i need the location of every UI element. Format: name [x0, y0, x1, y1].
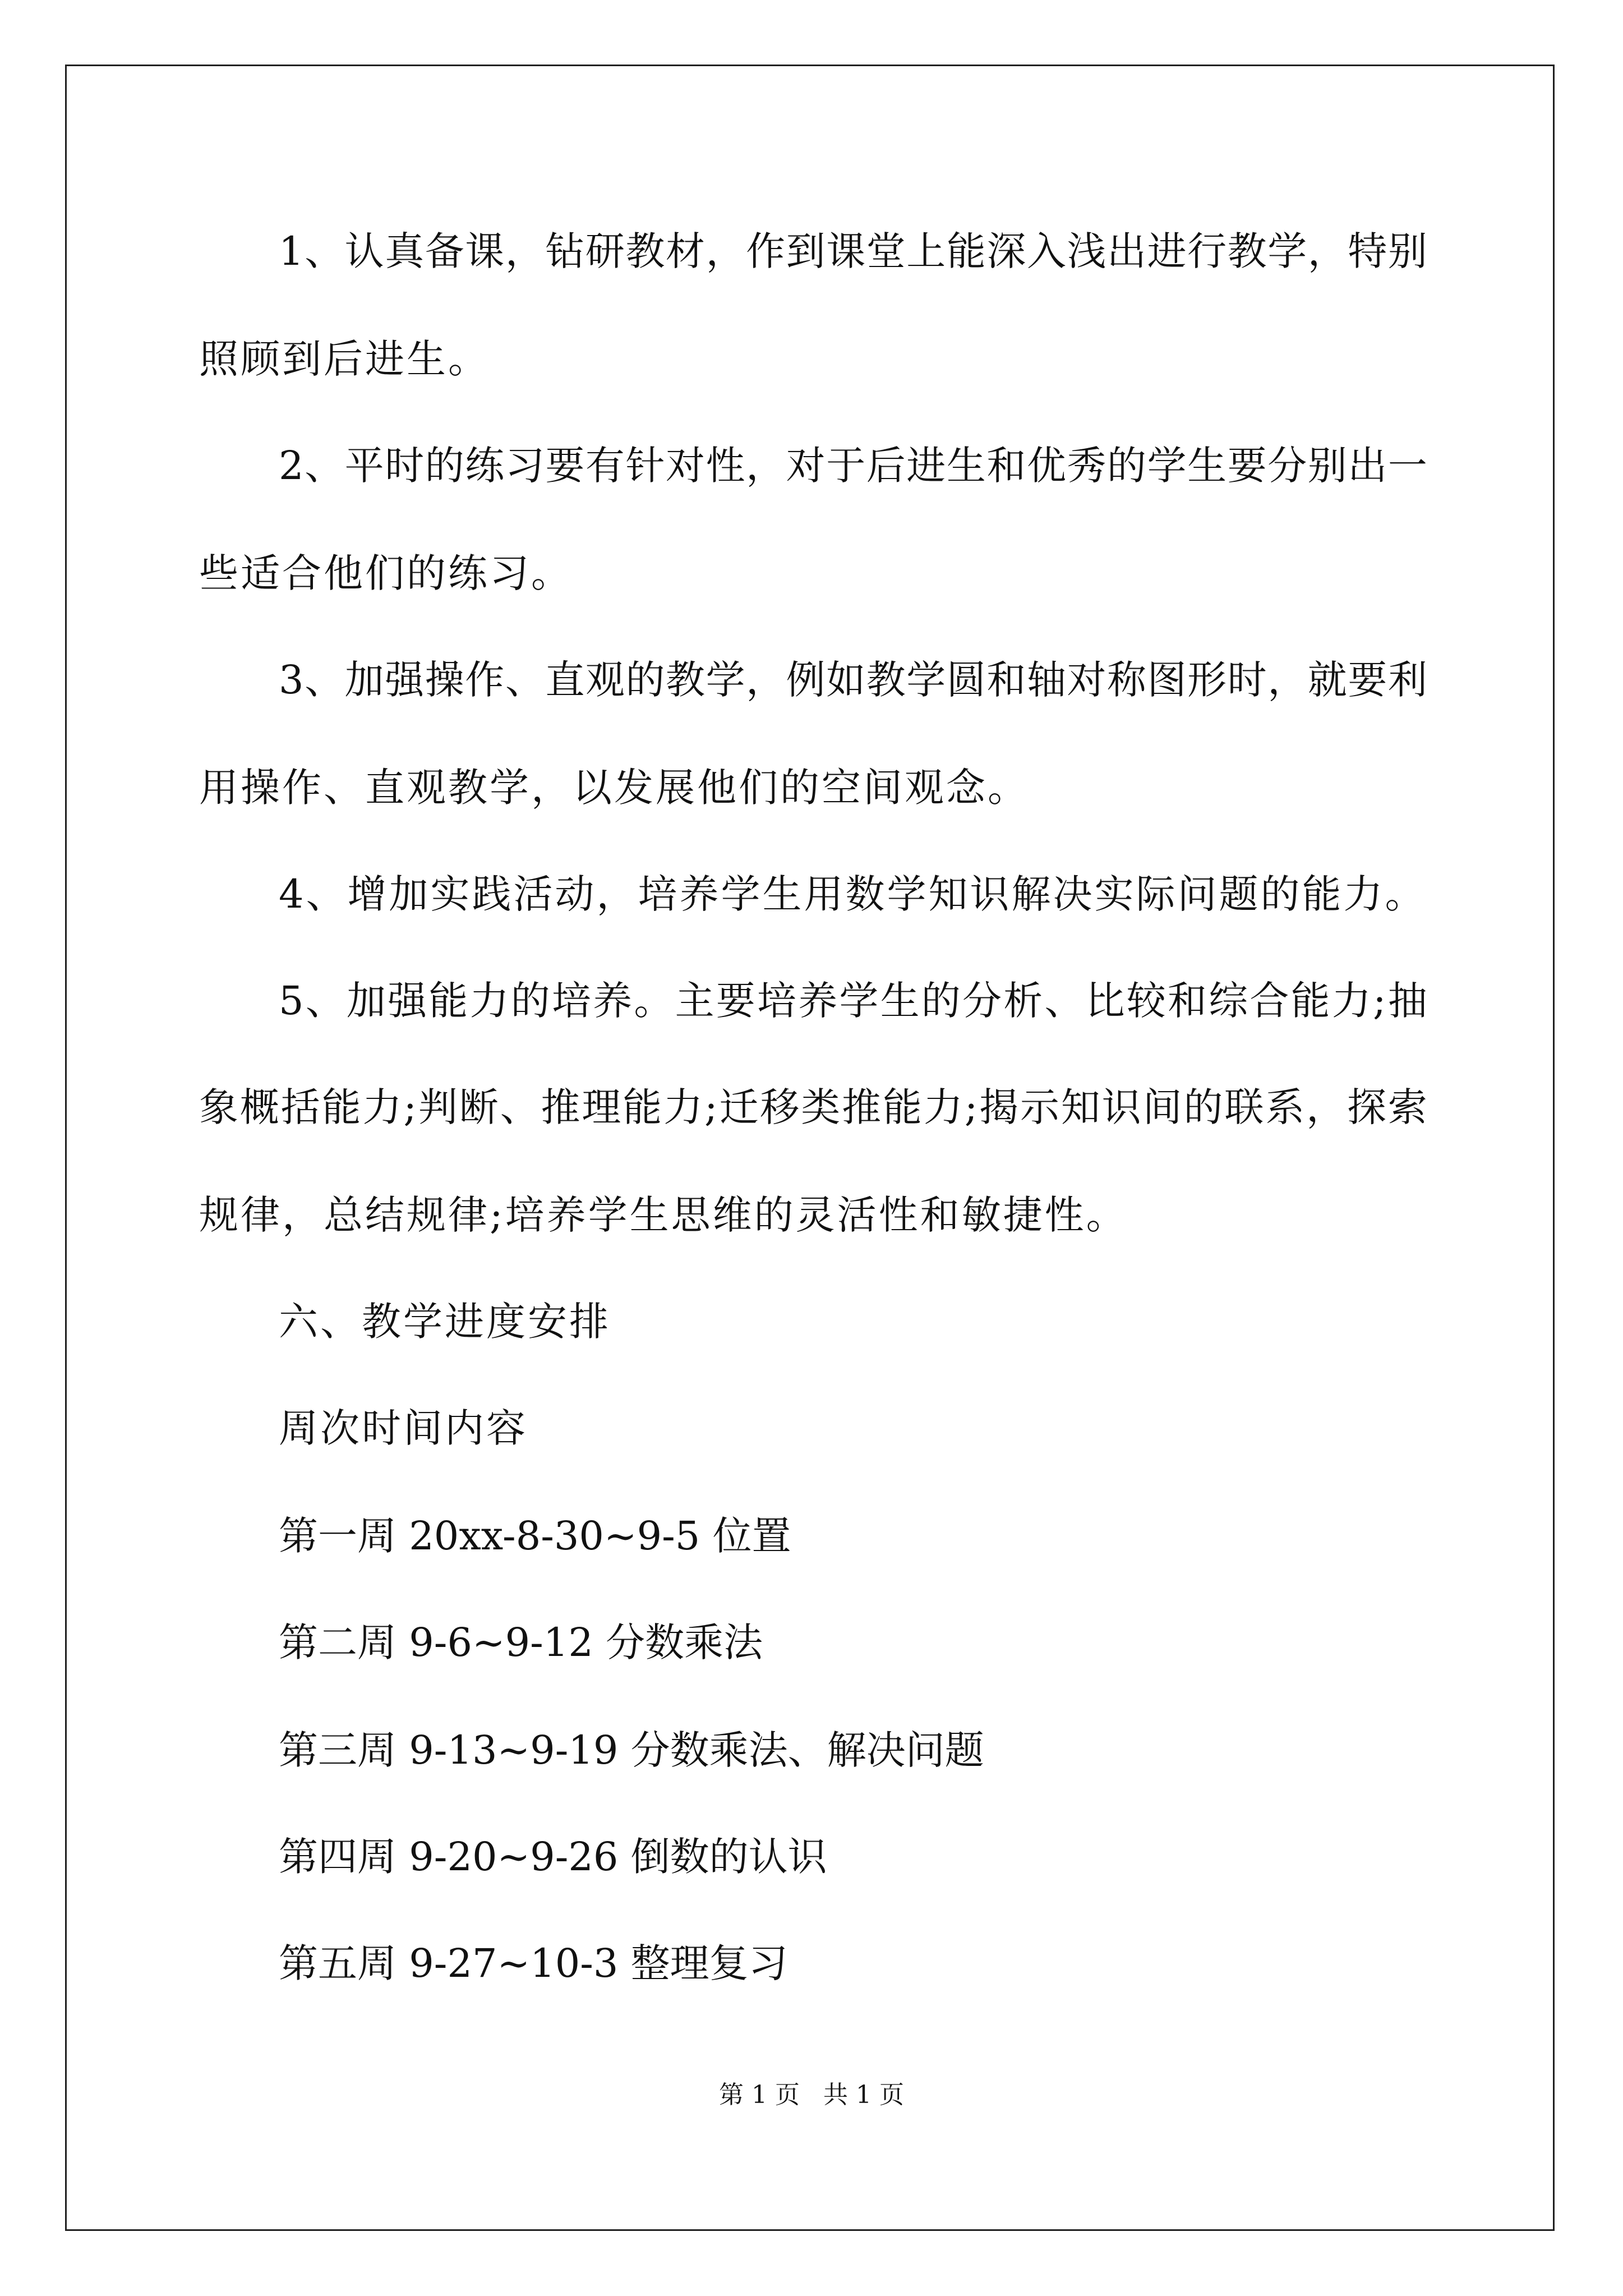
glyph: 联 [1224, 1084, 1264, 1130]
schedule-header: 周次时间内容 [279, 1405, 528, 1451]
paragraph-3-line-1 [279, 657, 1427, 702]
glyph: ， [746, 657, 786, 703]
glyph: 直 [545, 657, 585, 703]
glyph: 系 [1265, 1084, 1305, 1130]
glyph: 能 [1290, 978, 1330, 1024]
glyph: 操 [425, 657, 464, 703]
glyph: 主 [675, 978, 714, 1024]
glyph: 类 [801, 1084, 841, 1130]
paragraph-1-line-1 [279, 229, 1427, 274]
glyph: 要 [716, 978, 755, 1024]
glyph: 图 [1147, 657, 1187, 703]
glyph: ， [1307, 228, 1347, 274]
glyph: 比 [1085, 978, 1125, 1024]
glyph: 课 [826, 228, 866, 274]
glyph: 能 [321, 1084, 361, 1130]
schedule-row-3: 第三周 9-13~9-19 分数乘法、解决问题 [279, 1727, 984, 1773]
glyph: 加 [346, 978, 386, 1024]
glyph: 对 [786, 443, 826, 489]
glyph: 特 [1348, 228, 1387, 274]
glyph: 针 [625, 443, 665, 489]
glyph: 力 [663, 1084, 703, 1130]
glyph: 、 [305, 228, 344, 274]
glyph: 课 [465, 228, 505, 274]
glyph: 研 [585, 228, 625, 274]
paragraph-5-line-3: 规律，总结规律;培养学生思维的灵活性和敏捷性。 [199, 1192, 1128, 1238]
glyph: 对 [1067, 657, 1106, 703]
glyph: 时 [385, 443, 425, 489]
glyph: 真 [385, 228, 425, 274]
paragraph-5-line-2 [199, 1085, 1427, 1130]
glyph: 别 [1307, 443, 1347, 489]
glyph: 上 [906, 228, 946, 274]
glyph: 概 [239, 1084, 279, 1130]
paragraph-1-line-2: 照顾到后进生。 [199, 336, 490, 382]
glyph: 生 [946, 443, 986, 489]
glyph: 强 [388, 978, 427, 1024]
glyph: 力 [362, 1084, 402, 1130]
section-heading: 六、教学进度安排 [279, 1299, 611, 1345]
glyph: 间 [1142, 1084, 1182, 1130]
schedule-row-5: 第五周 9-27~10-3 整理复习 [279, 1940, 788, 1986]
glyph: 能 [946, 228, 986, 274]
glyph: 称 [1107, 657, 1147, 703]
glyph: 如 [826, 657, 866, 703]
glyph: 入 [1026, 228, 1066, 274]
glyph: 理 [582, 1084, 621, 1130]
glyph: 揭 [979, 1084, 1019, 1130]
glyph: 学 [906, 657, 946, 703]
paragraph-2-line-1 [279, 443, 1427, 488]
glyph: 2 [279, 443, 304, 489]
glyph: 5 [279, 978, 304, 1024]
glyph: 力 [469, 978, 509, 1024]
glyph: 出 [1107, 228, 1147, 274]
glyph: 移 [760, 1084, 800, 1130]
glyph: 教 [1227, 228, 1267, 274]
glyph: 就 [1307, 657, 1347, 703]
glyph: 学 [706, 657, 745, 703]
glyph: 形 [1187, 657, 1227, 703]
glyph: 的 [625, 657, 665, 703]
glyph: 到 [786, 228, 826, 274]
glyph: 行 [1187, 228, 1227, 274]
glyph: 抽 [1387, 978, 1427, 1024]
paragraph-2-line-2: 些适合他们的练习。 [199, 550, 573, 596]
glyph: 力 [1331, 978, 1371, 1024]
glyph: 1 [279, 228, 304, 274]
glyph: 、 [305, 978, 345, 1024]
glyph: 教 [666, 657, 706, 703]
glyph: 后 [866, 443, 906, 489]
schedule-row-1: 第一周 20xx-8-30~9-5 位置 [279, 1513, 791, 1559]
glyph: 能 [882, 1084, 922, 1130]
glyph: 、 [305, 657, 344, 703]
glyph: 作 [746, 228, 786, 274]
glyph: ， [1267, 657, 1307, 703]
glyph: 优 [1026, 443, 1066, 489]
glyph: ， [746, 443, 786, 489]
paragraph-5-line-1 [279, 978, 1427, 1023]
glyph: 加 [344, 657, 384, 703]
glyph: 推 [842, 1084, 882, 1130]
schedule-row-2: 第二周 9-6~9-12 分数乘法 [279, 1619, 763, 1665]
glyph: 利 [1387, 657, 1427, 703]
glyph: 判 [418, 1084, 458, 1130]
glyph: 要 [1348, 657, 1387, 703]
glyph: 。 [634, 978, 674, 1024]
glyph: 学 [1267, 228, 1307, 274]
glyph: 推 [541, 1084, 580, 1130]
glyph: 分 [1267, 443, 1307, 489]
glyph: 例 [786, 657, 826, 703]
glyph: 养 [798, 978, 838, 1024]
glyph: 和 [986, 657, 1026, 703]
glyph: 、 [505, 657, 545, 703]
page-number-footer: 第 1 页 共 1 页 [719, 2081, 904, 2109]
glyph: 断 [459, 1084, 499, 1130]
glyph: 教 [866, 657, 906, 703]
glyph: ， [706, 228, 745, 274]
glyph: 综 [1209, 978, 1248, 1024]
glyph: 的 [921, 978, 961, 1024]
glyph: 要 [545, 443, 585, 489]
glyph: 秀 [1067, 443, 1106, 489]
glyph: ; [403, 1084, 417, 1130]
glyph: ; [1373, 978, 1386, 1024]
glyph: 、 [1044, 978, 1084, 1024]
glyph: 要 [1227, 443, 1267, 489]
glyph: 平 [344, 443, 384, 489]
glyph: 能 [623, 1084, 662, 1130]
glyph: 、 [500, 1084, 540, 1130]
glyph: 分 [962, 978, 1002, 1024]
glyph: 浅 [1067, 228, 1106, 274]
glyph: 力 [923, 1084, 963, 1130]
paragraph-4-line-1: 4、增加实践活动，培养学生用数学知识解决实际问题的能力。 [279, 871, 1427, 917]
glyph: 于 [826, 443, 866, 489]
glyph: 习 [505, 443, 545, 489]
glyph: 示 [1020, 1084, 1060, 1130]
glyph: 较 [1126, 978, 1166, 1024]
glyph: 的 [510, 978, 550, 1024]
glyph: 轴 [1026, 657, 1066, 703]
glyph: 象 [199, 1084, 238, 1130]
glyph: 进 [1147, 228, 1187, 274]
glyph: 作 [465, 657, 505, 703]
glyph: 进 [906, 443, 946, 489]
glyph: 有 [585, 443, 625, 489]
glyph: 性 [706, 443, 745, 489]
glyph: 、 [305, 443, 344, 489]
glyph: 培 [551, 978, 591, 1024]
glyph: 别 [1387, 228, 1427, 274]
glyph: 和 [1168, 978, 1207, 1024]
glyph: 合 [1249, 978, 1289, 1024]
glyph: 能 [428, 978, 468, 1024]
glyph: 教 [625, 228, 665, 274]
glyph: 强 [385, 657, 425, 703]
glyph: 生 [1187, 443, 1227, 489]
glyph: 学 [839, 978, 879, 1024]
glyph: 识 [1101, 1084, 1141, 1130]
glyph: 练 [465, 443, 505, 489]
glyph: 探 [1347, 1084, 1387, 1130]
glyph: 学 [1147, 443, 1187, 489]
glyph: ; [964, 1084, 978, 1130]
paragraph-3-line-2: 用操作、直观教学，以发展他们的空间观念。 [199, 765, 1029, 811]
glyph: ， [505, 228, 545, 274]
glyph: 认 [344, 228, 384, 274]
glyph: ; [704, 1084, 718, 1130]
glyph: 3 [279, 657, 304, 703]
glyph: 堂 [866, 228, 906, 274]
glyph: 备 [425, 228, 464, 274]
glyph: 知 [1061, 1084, 1100, 1130]
glyph: 深 [986, 228, 1026, 274]
glyph: 时 [1227, 657, 1267, 703]
glyph: 的 [425, 443, 464, 489]
glyph: 培 [757, 978, 796, 1024]
glyph: 迁 [719, 1084, 759, 1130]
glyph: 括 [280, 1084, 320, 1130]
glyph: 的 [1183, 1084, 1223, 1130]
glyph: 钻 [545, 228, 585, 274]
glyph: 养 [593, 978, 633, 1024]
glyph: ， [1306, 1084, 1346, 1130]
glyph: 出 [1348, 443, 1387, 489]
glyph: 索 [1387, 1084, 1427, 1130]
glyph: 和 [986, 443, 1026, 489]
glyph: 材 [666, 228, 706, 274]
schedule-row-4: 第四周 9-20~9-26 倒数的认识 [279, 1834, 827, 1880]
glyph: 生 [880, 978, 920, 1024]
glyph: 的 [1107, 443, 1147, 489]
glyph: 观 [585, 657, 625, 703]
glyph: 圆 [946, 657, 986, 703]
glyph: 对 [666, 443, 706, 489]
glyph: 析 [1003, 978, 1043, 1024]
glyph: 一 [1387, 443, 1427, 489]
